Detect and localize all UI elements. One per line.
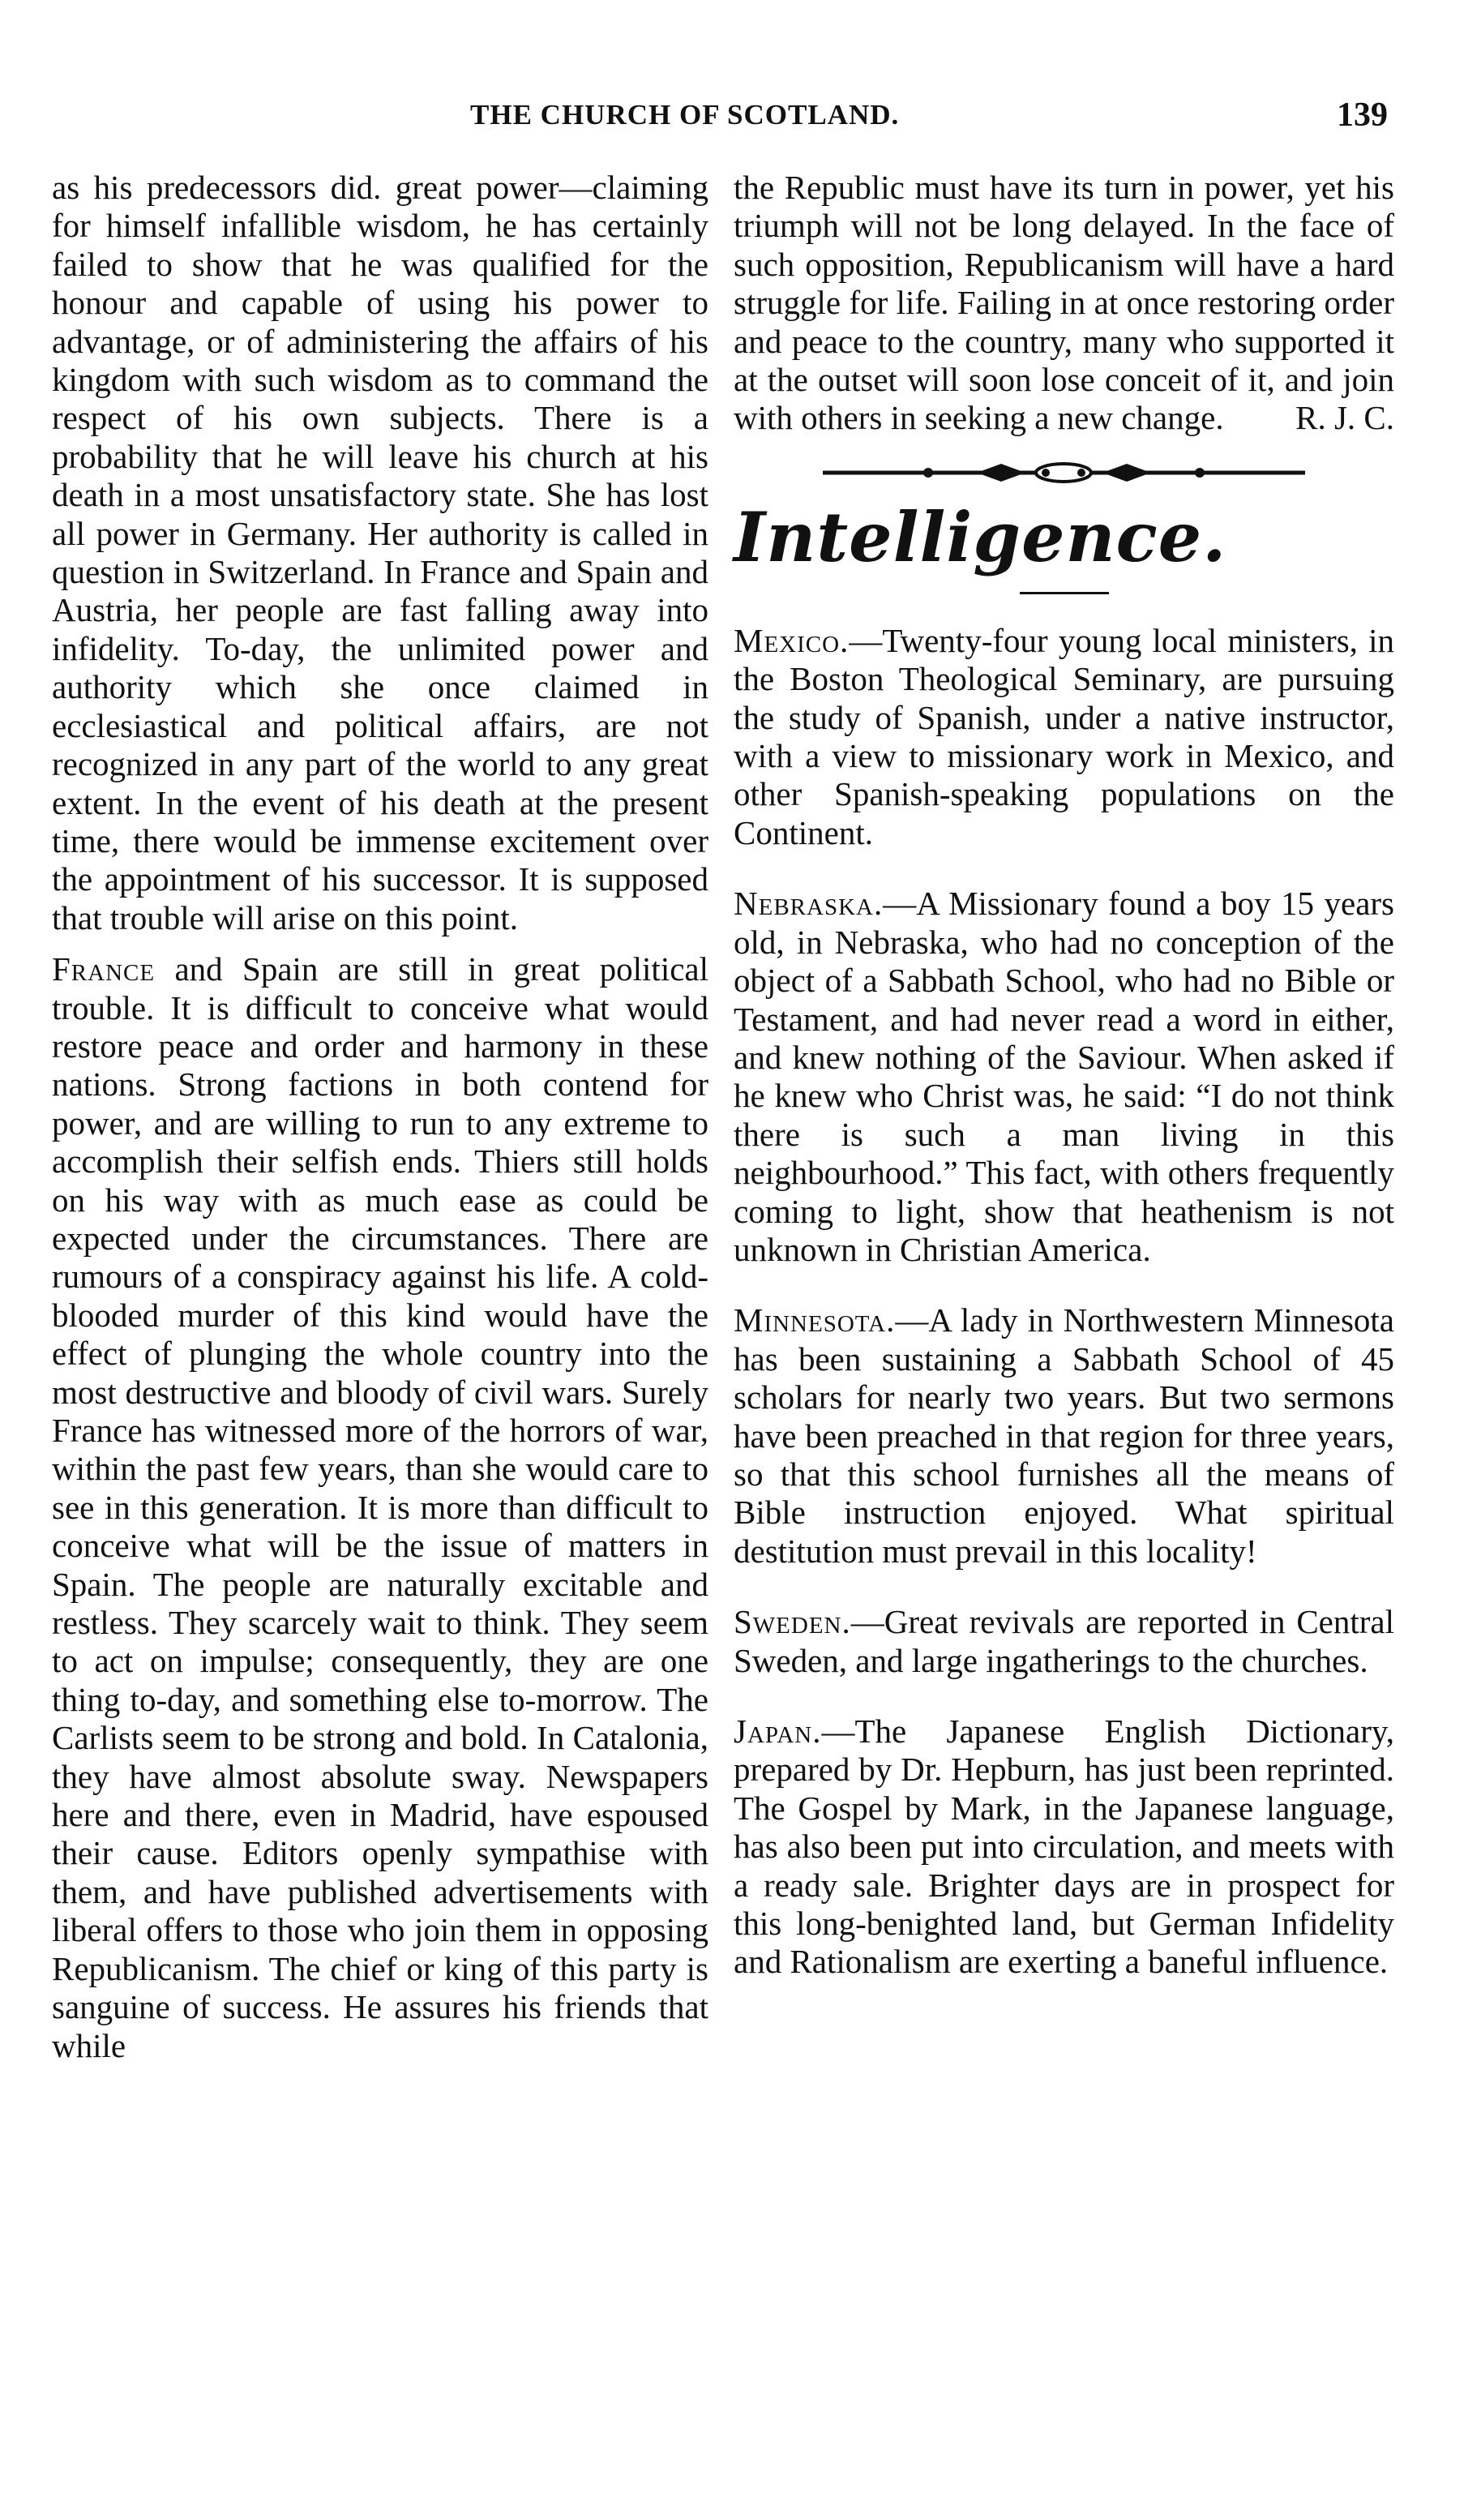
continuation-text: the Republic must have its turn in power, yet his triumph will not be long delayed. In the face of such opposition, Republicanism will have a hard struggle for life. Failing in at once restoring order and peace to the country, many who supported it at the outset will soon lose conceit of it, and join with others in seeking a new change. [734,169,1394,437]
running-title: THE CHURCH OF SCOTLAND. [470,99,900,131]
news-text: —Twenty-four young local ministers, in the Boston Theological Seminary, are pursuing the study of Spanish, under a native instructor, with a view to missionary work in Mexico, and other Spanish-speaking populations on the Continent. [734,621,1394,851]
paragraph-text: and Spain are still in great political trouble. It is difficult to conceive what would restore peace and order and harmony in these nations. Strong factions in both contend for power, and are willing to run to any extreme to accomplish their selfish ends. Thiers still holds on his way with as much ease as could be expected under the circumstances. There are rumours of a conspiracy against his life. A cold-blooded murder of this kind would have the effect of plunging the whole country into the most destructive and bloody of civil wars. Surely France has witnessed more of the horrors of war, within the past few years, than she would care to see in this generation. It is more than difficult to conceive what will be the issue of matters in Spain. The people are naturally excitable and restless. They scarcely wait to think. They seem to act on impulse; consequently, they are one thing to-day, and something else to-morrow. The Carlists seem to be strong and bold. In Catalonia, they have almost absolute sway. Newspapers here and there, even in Madrid, have espoused their cause. Editors openly sympathise with them, and have published advertisements with liberal offers to those who join them in opposing Republicanism. The chief or king of this party is sanguine of success. He assures his friends that while [52,950,708,2064]
news-place: Minnesota. [734,1301,896,1339]
page-number: 139 [1337,96,1388,134]
news-item-japan [734,1712,1394,1982]
right-column [734,169,1394,1982]
news-place: Mexico. [734,621,850,659]
news-item-nebraska [734,885,1394,1269]
news-text: —Great revivals are reported in Central Sweden, and large ingatherings to the churches. [734,1603,1394,1679]
news-place: Sweden. [734,1603,851,1641]
body-paragraph: as his predecessors did. great power—claiming for himself infallible wisdom, he has certainly failed to show that he was qualified for the honour and capable of using his power to advantage, or of administering the affairs of his kingdom with such wisdom as to command the respect of his own subjects. There is a probability that he will leave his church at his death in a most unsatisfactory state. She has lost all power in Germany. Her authority is called in question in Switzerland. In France and Spain and Austria, her people are fast falling away into infidelity. To-day, the unlimited power and authority which she once claimed in ecclesiastical and political affairs, are not recognized in any part of the world to any great extent. In the event of his death at the present time, there would be immense excitement over the appointment of his successor. It is supposed that trouble will arise on this point. [52,169,708,936]
heading-rule [1020,592,1109,594]
paragraph-lead-word: France [52,950,156,988]
author-signature: R. J. C. [1295,399,1394,437]
continuation-paragraph [734,169,1394,438]
news-item-mexico [734,622,1394,852]
news-text: —A lady in Northwestern Minnesota has been sustaining a Sabbath School of 45 scholars for nearly two years. But two sermons have been preached in that region for three years, so that this school furnishes all the means of Bible instruction enjoyed. What spiritual destitution must prevail in this locality! [734,1301,1394,1570]
body-paragraph-france [52,950,708,2065]
news-item-minnesota [734,1301,1394,1571]
left-column [52,169,708,2065]
news-text: —A Missionary found a boy 15 years old, in Nebraska, who had no conception of the object of a Sabbath School, who had no Bible or Testament, and had never read a word in either, and knew nothing of the Saviour. When asked if he knew who Christ was, he said: “I do not think there is such a man living in this neighbourhood.” This fact, with others frequently coming to light, show that heathenism is not unknown in Christian America. [734,885,1394,1268]
section-heading: Intelligence. [734,496,1227,577]
news-text: —The Japanese English Dictionary, prepared by Dr. Hepburn, has just been reprinted. The Gospel by Mark, in the Japanese language, has also been put into circulation, and meets with a ready sale. Brighter days are in prospect for this long-benighted land, but German Infidelity and Rationalism are exerting a baneful influence. [734,1712,1394,1981]
news-place: Japan. [734,1712,822,1750]
news-place: Nebraska. [734,885,884,923]
ornament-divider [734,461,1394,485]
news-item-sweden [734,1603,1394,1680]
